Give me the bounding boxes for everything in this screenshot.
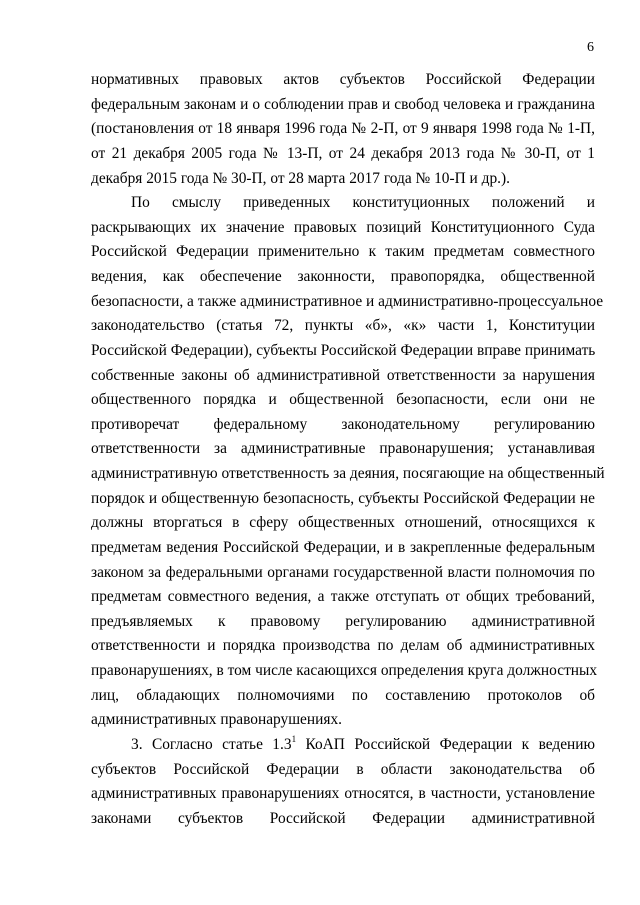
text-line: федеральным законам и о соблюдении прав и свобод человека и гражданина [91, 95, 595, 113]
page-number: 6 [587, 40, 594, 55]
text-line: предметам ведения Российской Федерации, и в закрепленные федеральным [91, 538, 595, 556]
text-line: предметам совместного ведения, а также отступать от общих требований, [91, 588, 595, 606]
text-line: законодательство (статья 72, пункты «б», «к» части 1, Конституции [91, 317, 595, 335]
text-line: Российской Федерации применительно к таким предметам совместного [91, 243, 595, 261]
text-line: нормативных правовых актов субъектов Российской Федерации [91, 71, 595, 88]
text-line: административных правонарушениях. [91, 711, 342, 729]
text-line: административную ответственность за деяния, посягающие на общественный [91, 465, 605, 482]
text-line: безопасности, а также административное и административно-процессуальное [91, 292, 604, 310]
paragraph-3 [91, 733, 595, 832]
paragraph-2 [91, 191, 605, 733]
text-line: законом за федеральными органами государственной власти полномочия по [91, 563, 595, 581]
text-line: от 21 декабря 2005 года № 13-П, от 24 декабря 2013 года № 30-П, от 1 [91, 144, 595, 162]
text-line: административных правонарушениях относятся, в частности, установление [91, 785, 595, 803]
text-line: лиц, обладающих полномочиями по составлению протоколов об [91, 686, 595, 704]
text-line: ведения, как обеспечение законности, правопорядка, общественной [91, 268, 595, 285]
text-line: декабря 2015 года № 30-П, от 28 марта 2017 года № 10-П и др.). [91, 169, 510, 187]
text-line [91, 733, 595, 758]
text-line: (постановления от 18 января 1996 года № 2-П, от 9 января 1998 года № 1-П, [91, 120, 595, 138]
text-fragment: 3. Согласно статье 1.3 [131, 735, 292, 753]
text-line: общественного порядка и общественной безопасности, если они не [91, 391, 595, 409]
text-line: порядок и общественную безопасность, субъекты Российской Федерации не [91, 489, 595, 507]
text-line: должны вторгаться в сферу общественных отношений, относящихся к [91, 514, 595, 532]
text-line: Российской Федерации), субъекты Российской Федерации вправе принимать [91, 341, 596, 359]
superscript: 1 [291, 733, 297, 744]
text-line: правонарушениях, в том числе касающихся определения круга должностных [91, 662, 598, 679]
text-line: предъявляемых к правовому регулированию административной [91, 612, 595, 630]
text-line: противоречат федеральному законодательному регулированию [91, 415, 595, 433]
text-line: ответственности и порядка производства по делам об административных [91, 637, 595, 655]
text-line: ответственности за административные правонарушения; устанавливая [91, 440, 595, 458]
text-line: субъектов Российской Федерации в области законодательства об [91, 760, 595, 778]
document-body [91, 68, 605, 831]
text-line: законами субъектов Российской Федерации административной [91, 809, 595, 827]
text-line: раскрывающих их значение правовых позиций Конституционного Суда [91, 218, 595, 236]
paragraph-1 [91, 68, 595, 191]
text-fragment: КоАП Российской Федерации к ведению [296, 735, 596, 753]
text-line: По смыслу приведенных конституционных положений и [131, 194, 595, 212]
text-line: собственные законы об административной ответственности за нарушения [91, 366, 595, 384]
